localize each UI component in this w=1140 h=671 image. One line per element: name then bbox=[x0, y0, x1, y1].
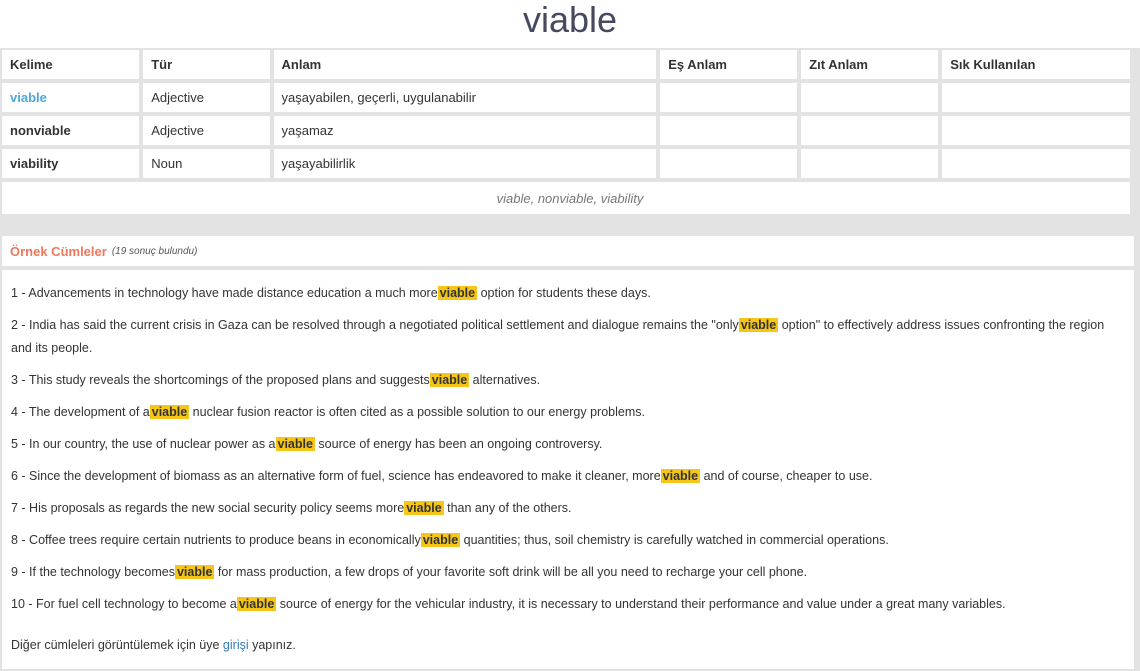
list-item bbox=[11, 401, 1126, 424]
login-link[interactable]: girişi bbox=[222, 638, 249, 652]
sentence-text: alternatives. bbox=[469, 372, 541, 387]
table-row bbox=[2, 83, 1130, 112]
sentence-text: 8 - Coffee trees require certain nutrients to produce beans in economically bbox=[11, 532, 421, 547]
sentence-text: option" to effectively address issues confronting the region and its people. bbox=[11, 318, 1105, 355]
member-link[interactable]: üye bbox=[199, 638, 220, 652]
sentence-text: for mass production, a few drops of your favorite soft drink will be all you need to recharge your cell phone. bbox=[214, 564, 808, 579]
content-frame bbox=[0, 48, 1140, 671]
sentence-text: 5 - In our country, the use of nuclear power as a bbox=[11, 436, 276, 451]
highlight-word: viable bbox=[277, 436, 313, 451]
page-title: viable bbox=[522, 0, 618, 40]
list-item bbox=[11, 497, 1126, 520]
word-type: Noun bbox=[143, 149, 269, 178]
sentence-text: 7 - His proposals as regards the new social security policy seems more bbox=[11, 500, 405, 515]
list-item bbox=[11, 561, 1126, 584]
header-zit-anlam: Zıt Anlam bbox=[801, 50, 938, 79]
sentence-text: 4 - The development of a bbox=[11, 404, 150, 419]
list-item bbox=[11, 369, 1126, 392]
highlight-word: viable bbox=[431, 372, 468, 387]
list-item bbox=[11, 314, 1126, 359]
login-prompt bbox=[11, 634, 1126, 657]
highlight-word: viable bbox=[662, 468, 699, 483]
sentence-text: and of course, cheaper to use. bbox=[700, 468, 873, 483]
sentence-text: nuclear fusion reactor is often cited as a possible solution to our energy problems. bbox=[189, 404, 645, 419]
sentence-text: 10 - For fuel cell technology to become a bbox=[11, 596, 237, 611]
word-link[interactable]: viable bbox=[2, 83, 139, 112]
sentence-text: source of energy for the vehicular industry, it is necessary to understand their performance and value under a great many variables. bbox=[276, 596, 1006, 611]
sentence-text: 1 - Advancements in technology have made distance education a much more bbox=[11, 286, 438, 300]
table-row bbox=[2, 116, 1130, 145]
sentence-text: source of energy has been an ongoing controversy. bbox=[314, 436, 603, 451]
word-synonym bbox=[660, 116, 797, 145]
sentence-text: 3 - This study reveals the shortcomings of the proposed plans and suggests bbox=[11, 372, 430, 387]
word-table bbox=[0, 46, 1134, 218]
header-kelime: Kelime bbox=[2, 50, 139, 79]
word-synonym bbox=[660, 149, 797, 178]
word-antonym bbox=[801, 116, 938, 145]
sentence-text: 9 - If the technology becomes bbox=[11, 564, 175, 579]
sentence-text: option for students these days. bbox=[477, 286, 651, 300]
highlight-word: viable bbox=[176, 564, 213, 579]
word-antonym bbox=[801, 149, 938, 178]
tags-row bbox=[2, 182, 1130, 214]
highlight-word: viable bbox=[406, 500, 442, 515]
highlight-word: viable bbox=[151, 404, 188, 419]
highlight-word: viable bbox=[439, 286, 476, 300]
word-meaning: yaşamaz bbox=[274, 116, 657, 145]
list-item bbox=[11, 529, 1126, 552]
sentence-text: quantities; thus, soil chemistry is carefully watched in commercial operations. bbox=[460, 532, 889, 547]
examples-header bbox=[2, 236, 1134, 266]
word-type: Adjective bbox=[143, 83, 269, 112]
list-item bbox=[11, 433, 1126, 456]
word-common bbox=[942, 149, 1130, 178]
table-row bbox=[2, 149, 1130, 178]
header-anlam: Anlam bbox=[274, 50, 657, 79]
sentence-text: 2 - India has said the current crisis in Gaza can be resolved through a negotiated political settlement and dialogue remains the "only bbox=[11, 318, 739, 332]
word-meaning: yaşayabilen, geçerli, uygulanabilir bbox=[274, 83, 657, 112]
word-link[interactable]: viability bbox=[2, 149, 139, 178]
highlight-word: viable bbox=[740, 318, 777, 332]
login-prompt-text: Diğer cümleleri görüntülemek için bbox=[11, 638, 200, 652]
word-common bbox=[942, 116, 1130, 145]
list-item bbox=[11, 465, 1126, 488]
word-type: Adjective bbox=[143, 116, 269, 145]
table-header-row bbox=[2, 50, 1130, 79]
examples-title: Örnek Cümleler bbox=[10, 243, 107, 259]
word-antonym bbox=[801, 83, 938, 112]
word-meaning: yaşayabilirlik bbox=[274, 149, 657, 178]
word-family-tags: viable, nonviable, viability bbox=[2, 182, 1130, 214]
example-sentences bbox=[2, 270, 1134, 669]
header-es-anlam: Eş Anlam bbox=[660, 50, 797, 79]
header-tur: Tür bbox=[143, 50, 269, 79]
examples-count: (19 sonuç bulundu) bbox=[111, 245, 198, 257]
login-prompt-text: yapınız. bbox=[248, 638, 296, 652]
highlight-word: viable bbox=[422, 532, 459, 547]
header-sik-kullanilan: Sık Kullanılan bbox=[942, 50, 1130, 79]
list-item bbox=[11, 282, 1126, 305]
word-link[interactable]: nonviable bbox=[2, 116, 139, 145]
sentence-text: than any of the others. bbox=[443, 500, 572, 515]
sentence-text: 6 - Since the development of biomass as an alternative form of fuel, science has endeavored to make it cleaner, more bbox=[11, 468, 661, 483]
highlight-word: viable bbox=[238, 596, 275, 611]
word-common bbox=[942, 83, 1130, 112]
word-synonym bbox=[660, 83, 797, 112]
list-item bbox=[11, 593, 1126, 616]
